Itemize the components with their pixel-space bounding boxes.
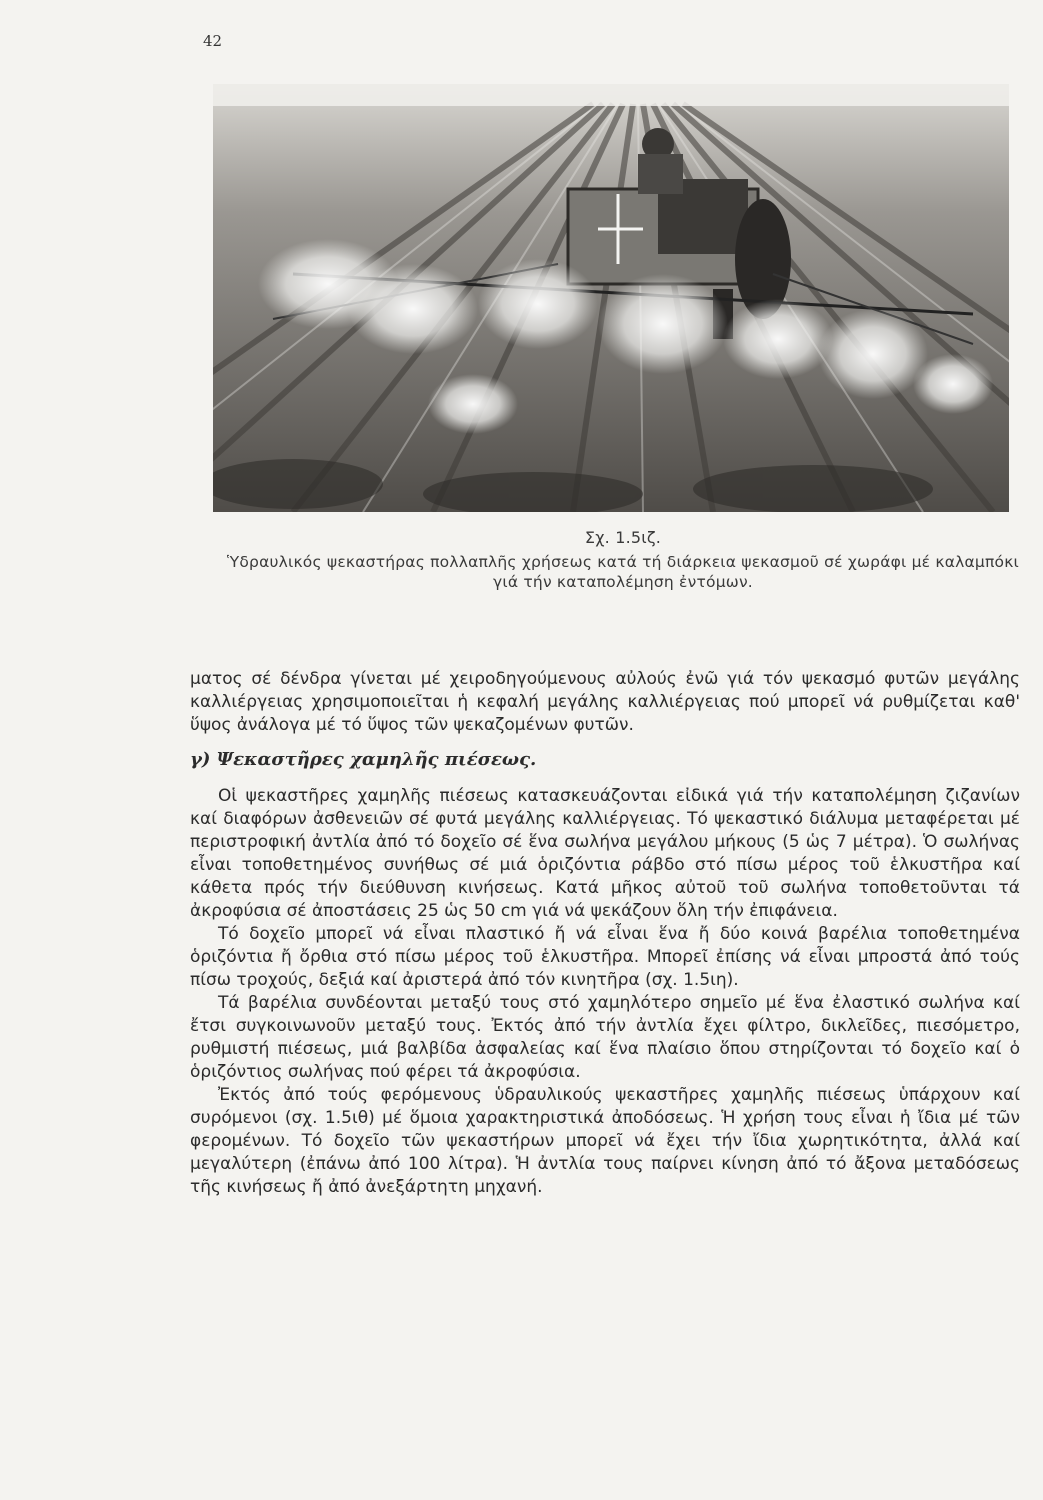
figure-caption [213,528,1033,592]
page-number: 42 [203,32,223,50]
paragraph-4: Ἐκτός ἀπό τούς φερόμενους ὑδραυλικούς ψεκαστῆρες χαμηλῆς πιέσεως ὑπάρχουν καί συρόμενοι (σχ. 1.5ιθ) μέ ὅμοια χαρακτηριστικά ἀποδόσεως. Ἡ χρήση τους εἶναι ἡ ἴδια μέ τῶν φερομένων. Τό δοχεῖο τῶν ψεκαστήρων μπορεῖ νά ἔχει τήν ἴδια χωρητικότητα, ἀλλά καί μεγαλύτερη (ἐπάνω ἀπό 100 λίτρα). Ἡ ἀντλία τους παίρνει κίνηση ἀπό τό ἄξονα μεταδόσεως τῆς κινήσεως ἤ ἀπό ἀνεξάρτητη μηχανή. [190,1085,1020,1197]
figure-caption-text: Ὑδραυλικός ψεκαστήρας πολλαπλῆς χρήσεως κατά τή διάρκεια ψεκασμοῦ σέ χωράφι μέ καλαμπόκι γιά τήν καταπολέμηση ἐντόμων. [227,553,1019,591]
section-heading: γ) Ψεκαστῆρες χαμηλῆς πιέσεως. [190,749,537,770]
paragraph-3: Τά βαρέλια συνδέονται μεταξύ τους στό χαμηλότερο σημεῖο μέ ἕνα ἐλαστικό σωλήνα καί ἔτσι συγκοινωνοῦν μεταξύ τους. Ἐκτός ἀπό τήν ἀντλία ἔχει φίλτρο, δικλεῖδες, πιεσόμετρο, ρυθμιστή πιέσεως, μιά βαλβίδα ἀσφαλείας καί ἕνα πλαίσιο ὅπου στηρίζονται τό δοχεῖο καί ὁ ὁριζόντιος σωλήνας πού φέρει τά ἀκροφύσια. [190,993,1020,1082]
paragraph-1: Οἱ ψεκαστῆρες χαμηλῆς πιέσεως κατασκευάζονται εἰδικά γιά τήν καταπολέμηση ζιζανίων καί διαφόρων ἀσθενειῶν σέ φυτά μεγάλης καλλιέργειας. Τό ψεκαστικό διάλυμα μεταφέρεται μέ περιστροφική ἀντλία ἀπό τό δοχεῖο σέ ἕνα σωλήνα μεγάλου μήκους (5 ὡς 7 μέτρα). Ὁ σωλήνας εἶναι τοποθετημένος συνήθως σέ μιά ὁριζόντια ράβδο στό πίσω μέρος τοῦ ἑλκυστῆρα καί κάθετα πρός τήν διεύθυνση κινήσεως. Κατά μῆκος αὐτοῦ τοῦ σωλήνα τοποθετοῦνται τά ἀκροφύσια σέ ἀποστάσεις 25 ὡς 50 cm γιά νά ψεκάζουν ὅλη τήν ἐπιφάνεια. [190,786,1020,921]
paragraph-2: Τό δοχεῖο μπορεῖ νά εἶναι πλαστικό ἤ νά εἶναι ἕνα ἤ δύο κοινά βαρέλια τοποθετημένα ὁριζόντια ἤ ὄρθια στό πίσω μέρος τοῦ ἑλκυστῆρα. Μπορεῖ ἐπίσης νά εἶναι μπροστά ἀπό τούς πίσω τροχούς, δεξιά καί ἀριστερά ἀπό τόν κινητῆρα (σχ. 1.5ιη). [190,924,1020,990]
body-text [190,668,1020,1199]
tractor-sprayer-photo [213,84,1009,512]
continuation-paragraph: ματος σέ δένδρα γίνεται μέ χειροδηγούμενους αὐλούς ἐνῶ γιά τόν ψεκασμό φυτῶν μεγάλης καλλιέργειας χρησιμοποιεῖται ἡ κεφαλή μεγάλης καλλιέργειας πού μπορεῖ νά ρυθμίζεται καθ' ὕψος ἀνάλογα μέ τό ὕψος τῶν ψεκαζομένων φυτῶν. [190,669,1020,735]
figure-label: Σχ. 1.5ιζ. [584,528,662,547]
figure-photo [213,84,1009,512]
